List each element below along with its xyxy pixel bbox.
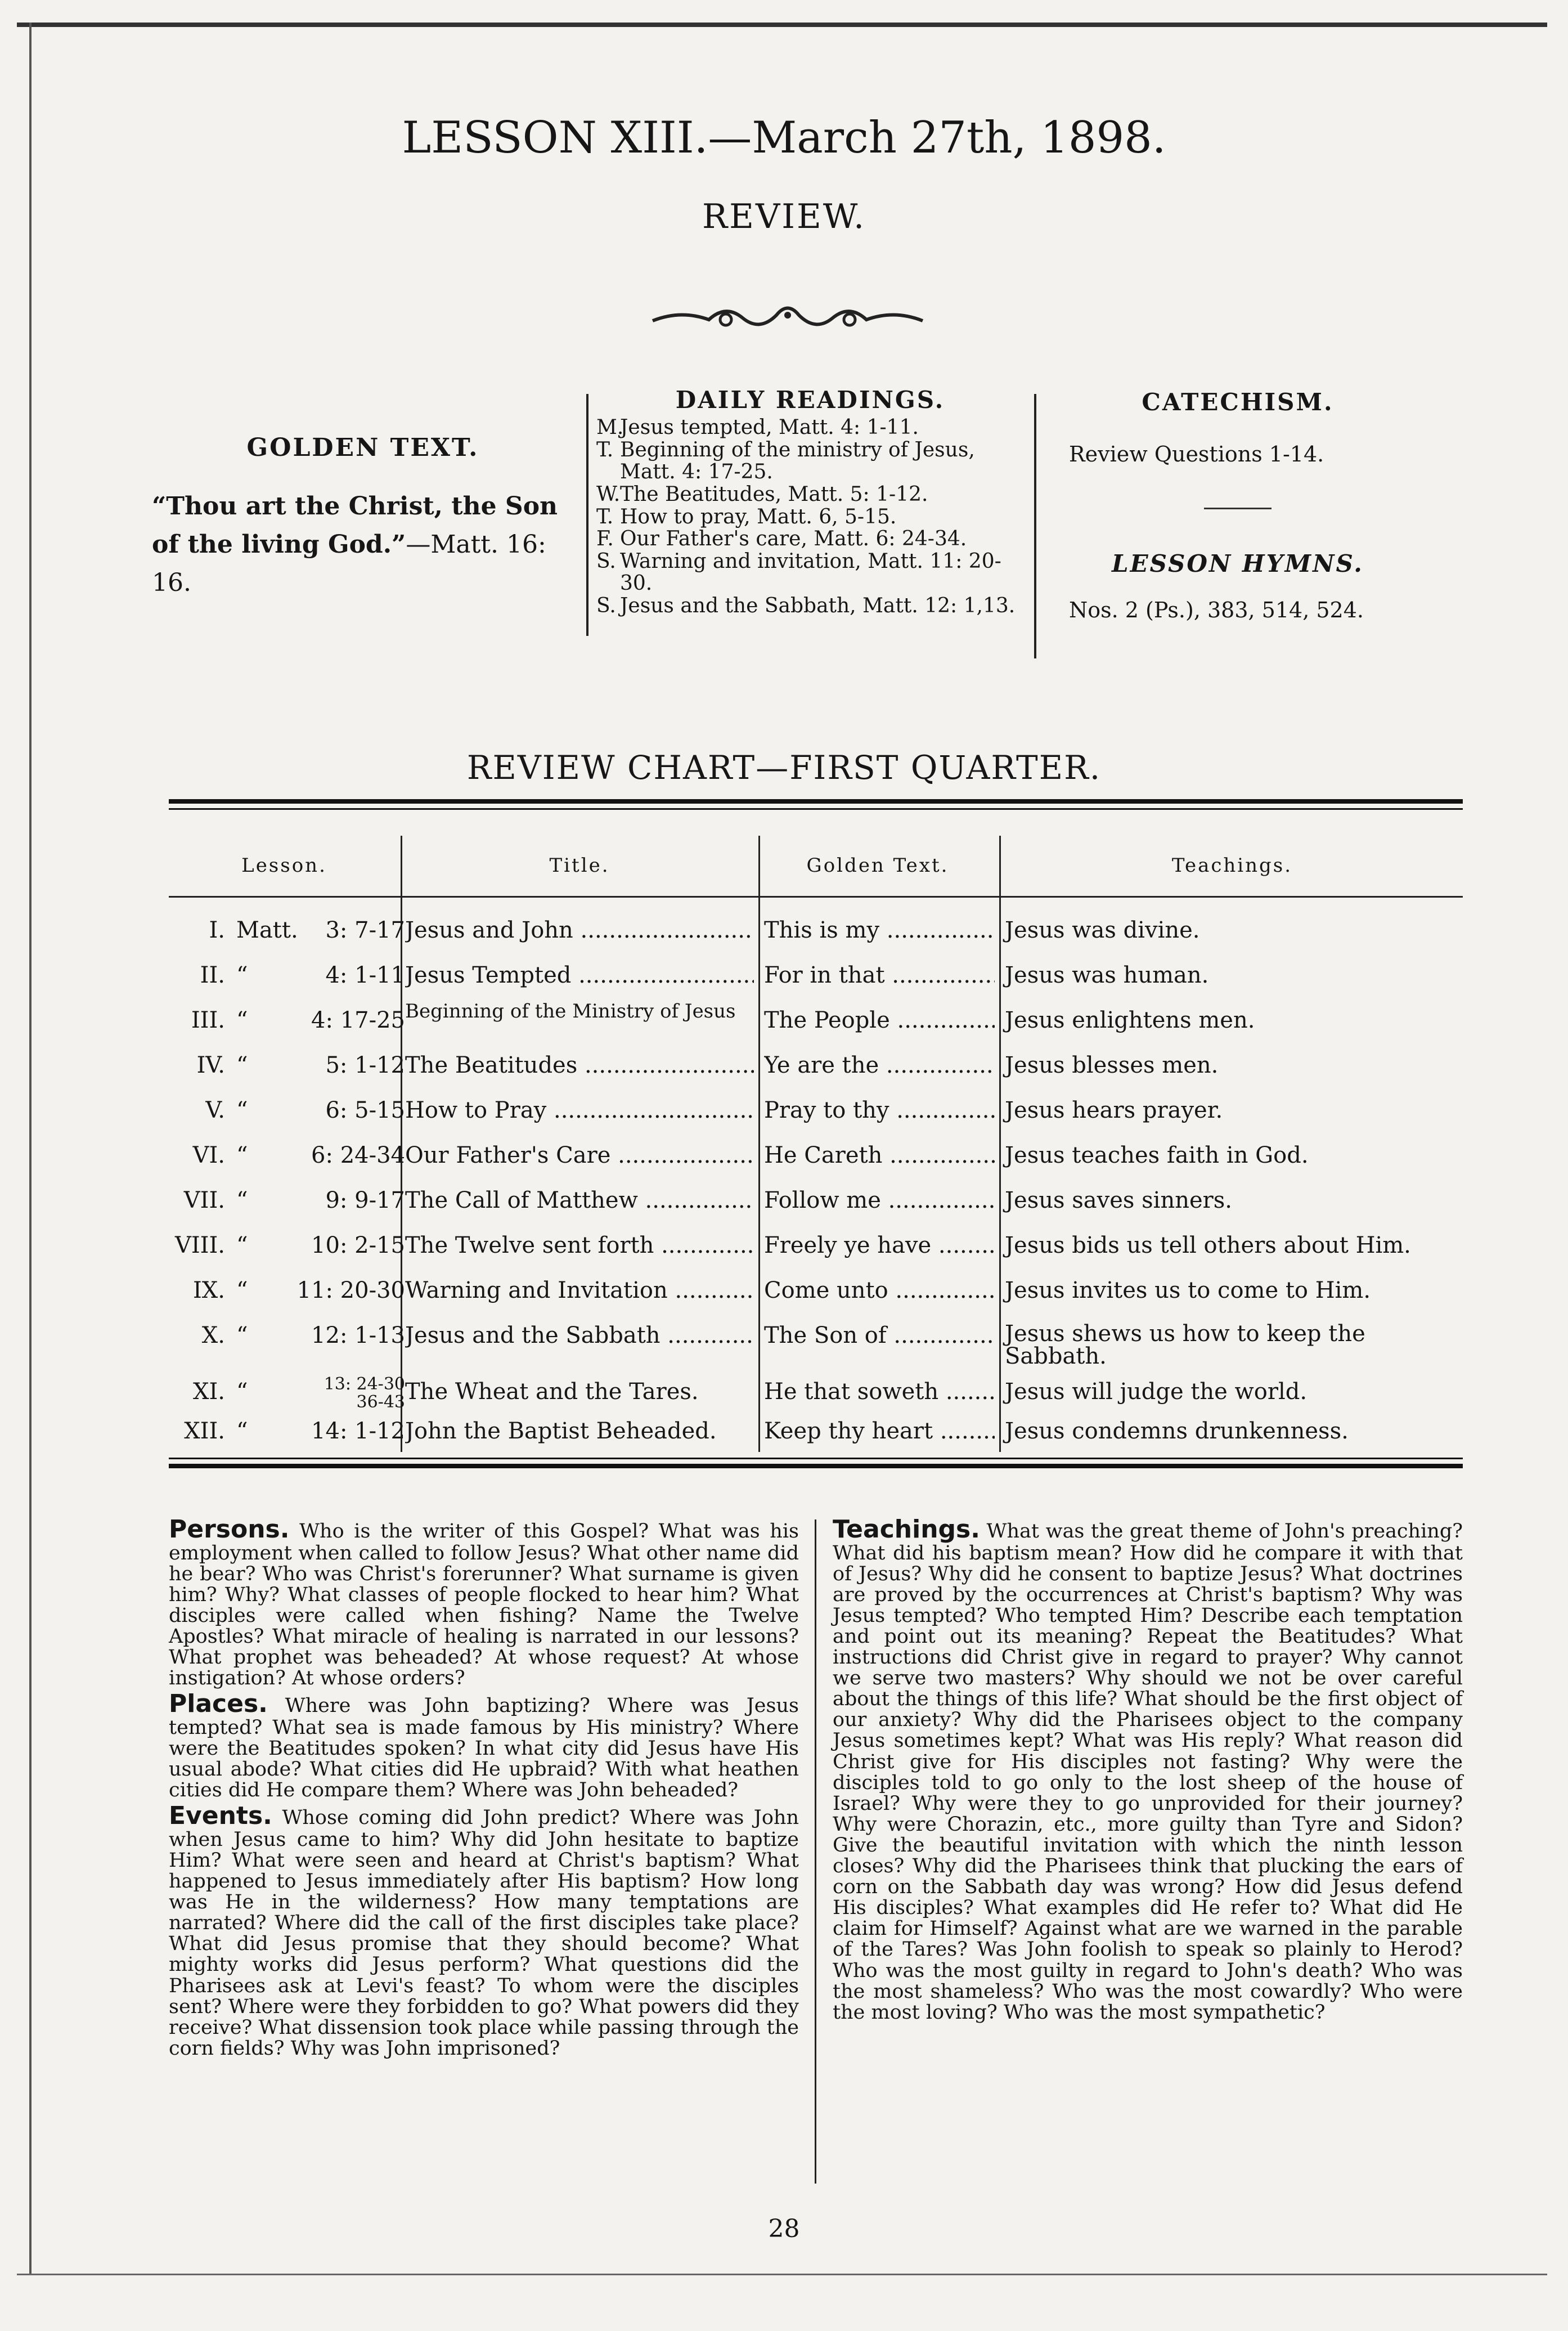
lesson-teaching: Jesus was human. xyxy=(1005,962,1209,988)
daily-reading-item xyxy=(596,416,1024,439)
daily-reading-item xyxy=(596,483,1024,506)
chart-header-lesson: Lesson. xyxy=(241,854,327,877)
lesson-book: “ xyxy=(236,1007,248,1033)
lesson-title-cell: Our Father's Care ..... xyxy=(405,1142,754,1168)
lesson-title-cell: Jesus Tempted ..... xyxy=(405,962,754,988)
lesson-number: VII. xyxy=(183,1187,225,1213)
daily-reading-item xyxy=(596,550,1024,595)
table-row xyxy=(0,1321,1568,1369)
reading-text: Beginning of the ministry of Jesus, Matt. 4: 17-25. xyxy=(620,438,975,484)
lesson-book: “ xyxy=(236,1142,248,1168)
column-divider-right xyxy=(1034,394,1036,658)
lesson-reference: 4: 1-11 xyxy=(325,962,405,988)
lesson-teaching: Jesus blesses men. xyxy=(1005,1052,1219,1078)
lesson-golden-text: The Son of ..... xyxy=(764,1323,995,1348)
lesson-golden-text: Freely ye have ..... xyxy=(764,1232,995,1258)
lesson-title-cell: How to Pray ..... xyxy=(405,1097,754,1123)
reading-text: Warning and invitation, Matt. 11: 20-30. xyxy=(620,549,1001,595)
lesson-teaching: Jesus shews us how to keep the Sabbath. xyxy=(1005,1321,1365,1369)
chart-top-rule xyxy=(169,799,1463,810)
lesson-title-cell: Jesus and the Sabbath ..... xyxy=(405,1323,754,1348)
lesson-golden-text: For in that ..... xyxy=(764,962,995,988)
lesson-number: V. xyxy=(205,1097,225,1123)
table-row xyxy=(0,1418,1568,1462)
lesson-number: II. xyxy=(200,962,225,988)
table-row xyxy=(0,1187,1568,1231)
lesson-book: “ xyxy=(236,1052,248,1078)
lesson-title-cell: The Wheat and the Tares. xyxy=(405,1379,699,1405)
table-row xyxy=(0,1052,1568,1096)
golden-text-heading: GOLDEN TEXT. xyxy=(246,433,479,462)
reading-day: T. xyxy=(596,438,614,461)
reading-day: S. xyxy=(596,549,616,573)
lesson-golden-text: He Careth ..... xyxy=(764,1142,995,1168)
chart-header-title: Title. xyxy=(549,854,610,877)
lesson-book: “ xyxy=(236,1277,248,1303)
daily-reading-item xyxy=(596,595,1024,617)
lesson-book: “ xyxy=(236,1379,248,1405)
lesson-teaching: Jesus saves sinners. xyxy=(1005,1187,1233,1213)
lesson-golden-text: Keep thy heart ..... xyxy=(764,1418,995,1444)
questions-right-column xyxy=(833,1517,1463,2025)
lesson-reference: 6: 5-15 xyxy=(325,1097,405,1123)
lesson-golden-text: He that soweth ..... xyxy=(764,1379,995,1405)
lesson-golden-text: Pray to thy ..... xyxy=(764,1097,995,1123)
lesson-title-cell: Warning and Invitation ..... xyxy=(405,1277,754,1303)
chart-title: REVIEW CHART—FIRST QUARTER. xyxy=(466,748,1102,787)
questions-teachings xyxy=(833,1517,1463,2023)
ornament-divider xyxy=(647,293,928,343)
lesson-title-cell: Beginning of the Ministry of Jesus xyxy=(405,1002,736,1022)
lesson-number: X. xyxy=(201,1323,225,1348)
reading-day: S. xyxy=(596,594,616,617)
lesson-title-cell: The Twelve sent forth ..... xyxy=(405,1232,754,1258)
lesson-reference: 10: 2-15 xyxy=(311,1232,405,1258)
lesson-book: Matt. xyxy=(236,917,298,943)
short-divider xyxy=(1204,508,1272,509)
lesson-teaching: Jesus teaches faith in God. xyxy=(1005,1142,1309,1168)
lesson-number: III. xyxy=(191,1007,225,1033)
lesson-title-cell: Jesus and John ..... xyxy=(405,917,754,943)
questions-events-text: Whose coming did John predict? Where was John when Jesus came to him? Why did John hesitate to baptize Him? What were seen and heard at Christ's baptism? What happened to Jesus immediately after His baptism? How long was He in the wilderness? How many temptations are narrated? Where did the call of the first disciples take place? What did Jesus promise that they should become? What mighty works did Jesus perform? What questions did the Pharisees ask at Levi's feast? To whom were the disciples sent? Where were they forbidden to go? What powers did they receive? What dissension took place while passing through the corn fields? Why was John imprisoned? xyxy=(169,1806,799,2060)
lesson-golden-text: The People ..... xyxy=(764,1007,995,1033)
lesson-number: I. xyxy=(209,917,225,943)
lesson-number: XI. xyxy=(193,1379,225,1405)
lesson-teaching: Jesus condemns drunkenness. xyxy=(1005,1418,1349,1444)
catechism-heading: CATECHISM. xyxy=(1142,388,1334,416)
lesson-title-cell: The Call of Matthew ..... xyxy=(405,1187,754,1213)
lesson-reference: 6: 24-34 xyxy=(311,1142,405,1168)
table-row xyxy=(0,1097,1568,1141)
golden-text-reference: —Matt. 16: 16. xyxy=(152,530,546,598)
lesson-reference: 5: 1-12 xyxy=(325,1052,405,1078)
reading-day: M. xyxy=(596,416,624,440)
table-row xyxy=(0,1277,1568,1321)
lesson-teaching: Jesus bids us tell others about Him. xyxy=(1005,1232,1411,1258)
lesson-book: “ xyxy=(236,1097,248,1123)
golden-text-quote-text: “Thou art the Christ, the Son of the living God.” xyxy=(152,492,558,559)
lesson-number: VIII. xyxy=(174,1232,225,1258)
lesson-title: LESSON XIII.—March 27th, 1898. xyxy=(402,113,1166,163)
questions-persons xyxy=(169,1517,799,1689)
lesson-reference: 12: 1-13 xyxy=(311,1323,405,1348)
lesson-teaching: Jesus hears prayer. xyxy=(1005,1097,1223,1123)
table-row xyxy=(0,962,1568,1006)
reading-text: Jesus and the Sabbath, Matt. 12: 1,13. xyxy=(620,594,1016,617)
lesson-teaching: Jesus invites us to come to Him. xyxy=(1005,1277,1371,1303)
daily-readings-heading: DAILY READINGS. xyxy=(675,386,945,414)
catechism-text: Review Questions 1-14. xyxy=(1069,441,1324,467)
golden-text-quote xyxy=(152,487,574,603)
category-label-places: Places. xyxy=(169,1689,268,1719)
table-row xyxy=(0,1374,1568,1423)
reading-day: W. xyxy=(596,482,621,506)
lesson-golden-text: This is my ..... xyxy=(764,917,995,943)
catechism-section xyxy=(1069,387,1407,624)
chart-header-teachings: Teachings. xyxy=(1171,854,1293,877)
column-divider-left xyxy=(586,394,588,636)
lesson-reference: 11: 20-30 xyxy=(296,1277,405,1303)
reading-text: How to pray, Matt. 6, 5-15. xyxy=(620,505,897,528)
category-label-teachings: Teachings. xyxy=(833,1515,980,1544)
lesson-golden-text: Come unto ..... xyxy=(764,1277,995,1303)
chart-header-golden-text: Golden Text. xyxy=(806,854,949,877)
lesson-reference: 4: 17-25 xyxy=(311,1007,405,1033)
lesson-teaching: Jesus will judge the world. xyxy=(1005,1379,1308,1405)
page-number: 28 xyxy=(768,2215,800,2243)
daily-readings-section xyxy=(596,387,1024,617)
daily-reading-item xyxy=(596,439,1024,483)
category-label-persons: Persons. xyxy=(169,1515,290,1544)
lesson-book: “ xyxy=(236,1232,248,1258)
lesson-book: “ xyxy=(236,1187,248,1213)
lesson-golden-text: Follow me ..... xyxy=(764,1187,995,1213)
questions-events xyxy=(169,1803,799,2059)
reading-text: Our Father's care, Matt. 6: 24-34. xyxy=(620,527,967,551)
questions-places-text: Where was John baptizing? Where was Jesus tempted? What sea is made famous by His ministry? Where were the Beatitudes spoken? In what city did Jesus have His usual abode? What cities did He upbraid? With what heathen cities did He compare them? Where was John beheaded? xyxy=(169,1695,799,1802)
daily-reading-item xyxy=(596,506,1024,528)
lesson-reference: 3: 7-17 xyxy=(325,917,405,943)
lesson-book: “ xyxy=(236,962,248,988)
lesson-number: IX. xyxy=(193,1277,225,1303)
reading-day: F. xyxy=(596,527,614,551)
reading-day: T. xyxy=(596,505,614,528)
lesson-number: XII. xyxy=(184,1418,225,1444)
chart-bottom-rule xyxy=(169,1458,1463,1468)
reading-text: The Beatitudes, Matt. 5: 1-12. xyxy=(620,482,928,506)
lesson-reference: 14: 1-12 xyxy=(311,1418,405,1444)
lesson-number: IV. xyxy=(196,1052,225,1078)
lesson-hymns-heading: LESSON HYMNS. xyxy=(1112,549,1364,577)
questions-persons-text: Who is the writer of this Gospel? What was his employment when called to follow Jesus? What other name did he bear? Who was Christ's forerunner? What surname is given him? Why? What classes of people flocked to hear him? What disciples were called when fishing? Name the Twelve Apostles? What miracle of healing is narrated in our lessons? What prophet was beheaded? At whose request? At whose instigation? At whose orders? xyxy=(169,1520,799,1690)
page-border-bottom xyxy=(17,2274,1547,2275)
table-row xyxy=(0,1142,1568,1186)
lesson-golden-text: Ye are the ..... xyxy=(764,1052,995,1078)
table-row xyxy=(0,1232,1568,1276)
questions-teachings-text: What was the great theme of John's preaching? What did his baptism mean? How did he compare it with that of Jesus? Why did he consent to baptize Jesus? What doctrines are proved by the occurrences at Christ's baptism? Why was Jesus tempted? Who tempted Him? Describe each temptation and point out its meaning? Repeat the Beatitudes? What instructions did Christ give in regard to prayer? Why cannot we serve two masters? Why should we not be over careful about the things of this life? What should be the first object of our anxiety? Why did the Pharisees object to the company Jesus sometimes kept? What was His reply? What reason did Christ give for His disciples not fasting? Why were the disciples told to go only to the lost sheep of the house of Israel? Why were they to go unprovided for their journey? Why were Chorazin, etc., more guilty than Tyre and Sidon? Give the beautiful invitation with which the ninth lesson closes? Why did the Pharisees think that plucking the ears of corn on the Sabbath day was wrong? How did Jesus defend His disciples? What examples did He refer to? What did He claim for Himself? Against what are we warned in the parable of the Tares? Was John foolish to speak so plainly to Herod? Who was the most guilty in regard to John's death? Who was the most shameless? Who was the most cowardly? Who were the most loving? Who was the most sympathetic? xyxy=(833,1520,1463,2024)
table-row xyxy=(0,917,1568,961)
questions-places xyxy=(169,1691,799,1801)
lesson-title-cell: John the Baptist Beheaded. xyxy=(405,1418,717,1444)
reading-text: Jesus tempted, Matt. 4: 1-11. xyxy=(620,416,919,440)
lesson-teaching: Jesus enlightens men. xyxy=(1005,1007,1255,1033)
questions-left-column xyxy=(169,1517,799,2061)
lesson-book: “ xyxy=(236,1418,248,1444)
review-heading: REVIEW. xyxy=(702,197,866,236)
category-label-events: Events. xyxy=(169,1801,272,1831)
table-row xyxy=(0,1002,1568,1051)
chart-header-rule xyxy=(169,896,1463,898)
lesson-reference: 13: 24-30 36-43 xyxy=(324,1374,405,1412)
golden-text-section xyxy=(152,433,574,603)
lesson-book: “ xyxy=(236,1323,248,1348)
lesson-reference: 9: 9-17 xyxy=(325,1187,405,1213)
lesson-title-cell: The Beatitudes ..... xyxy=(405,1052,754,1078)
lesson-number: VI. xyxy=(192,1142,225,1168)
daily-reading-item xyxy=(596,528,1024,550)
lesson-teaching: Jesus was divine. xyxy=(1005,917,1200,943)
lesson-hymns-text: Nos. 2 (Ps.), 383, 514, 524. xyxy=(1069,597,1364,622)
page-border-top xyxy=(17,23,1547,27)
questions-column-divider xyxy=(815,1519,816,2184)
